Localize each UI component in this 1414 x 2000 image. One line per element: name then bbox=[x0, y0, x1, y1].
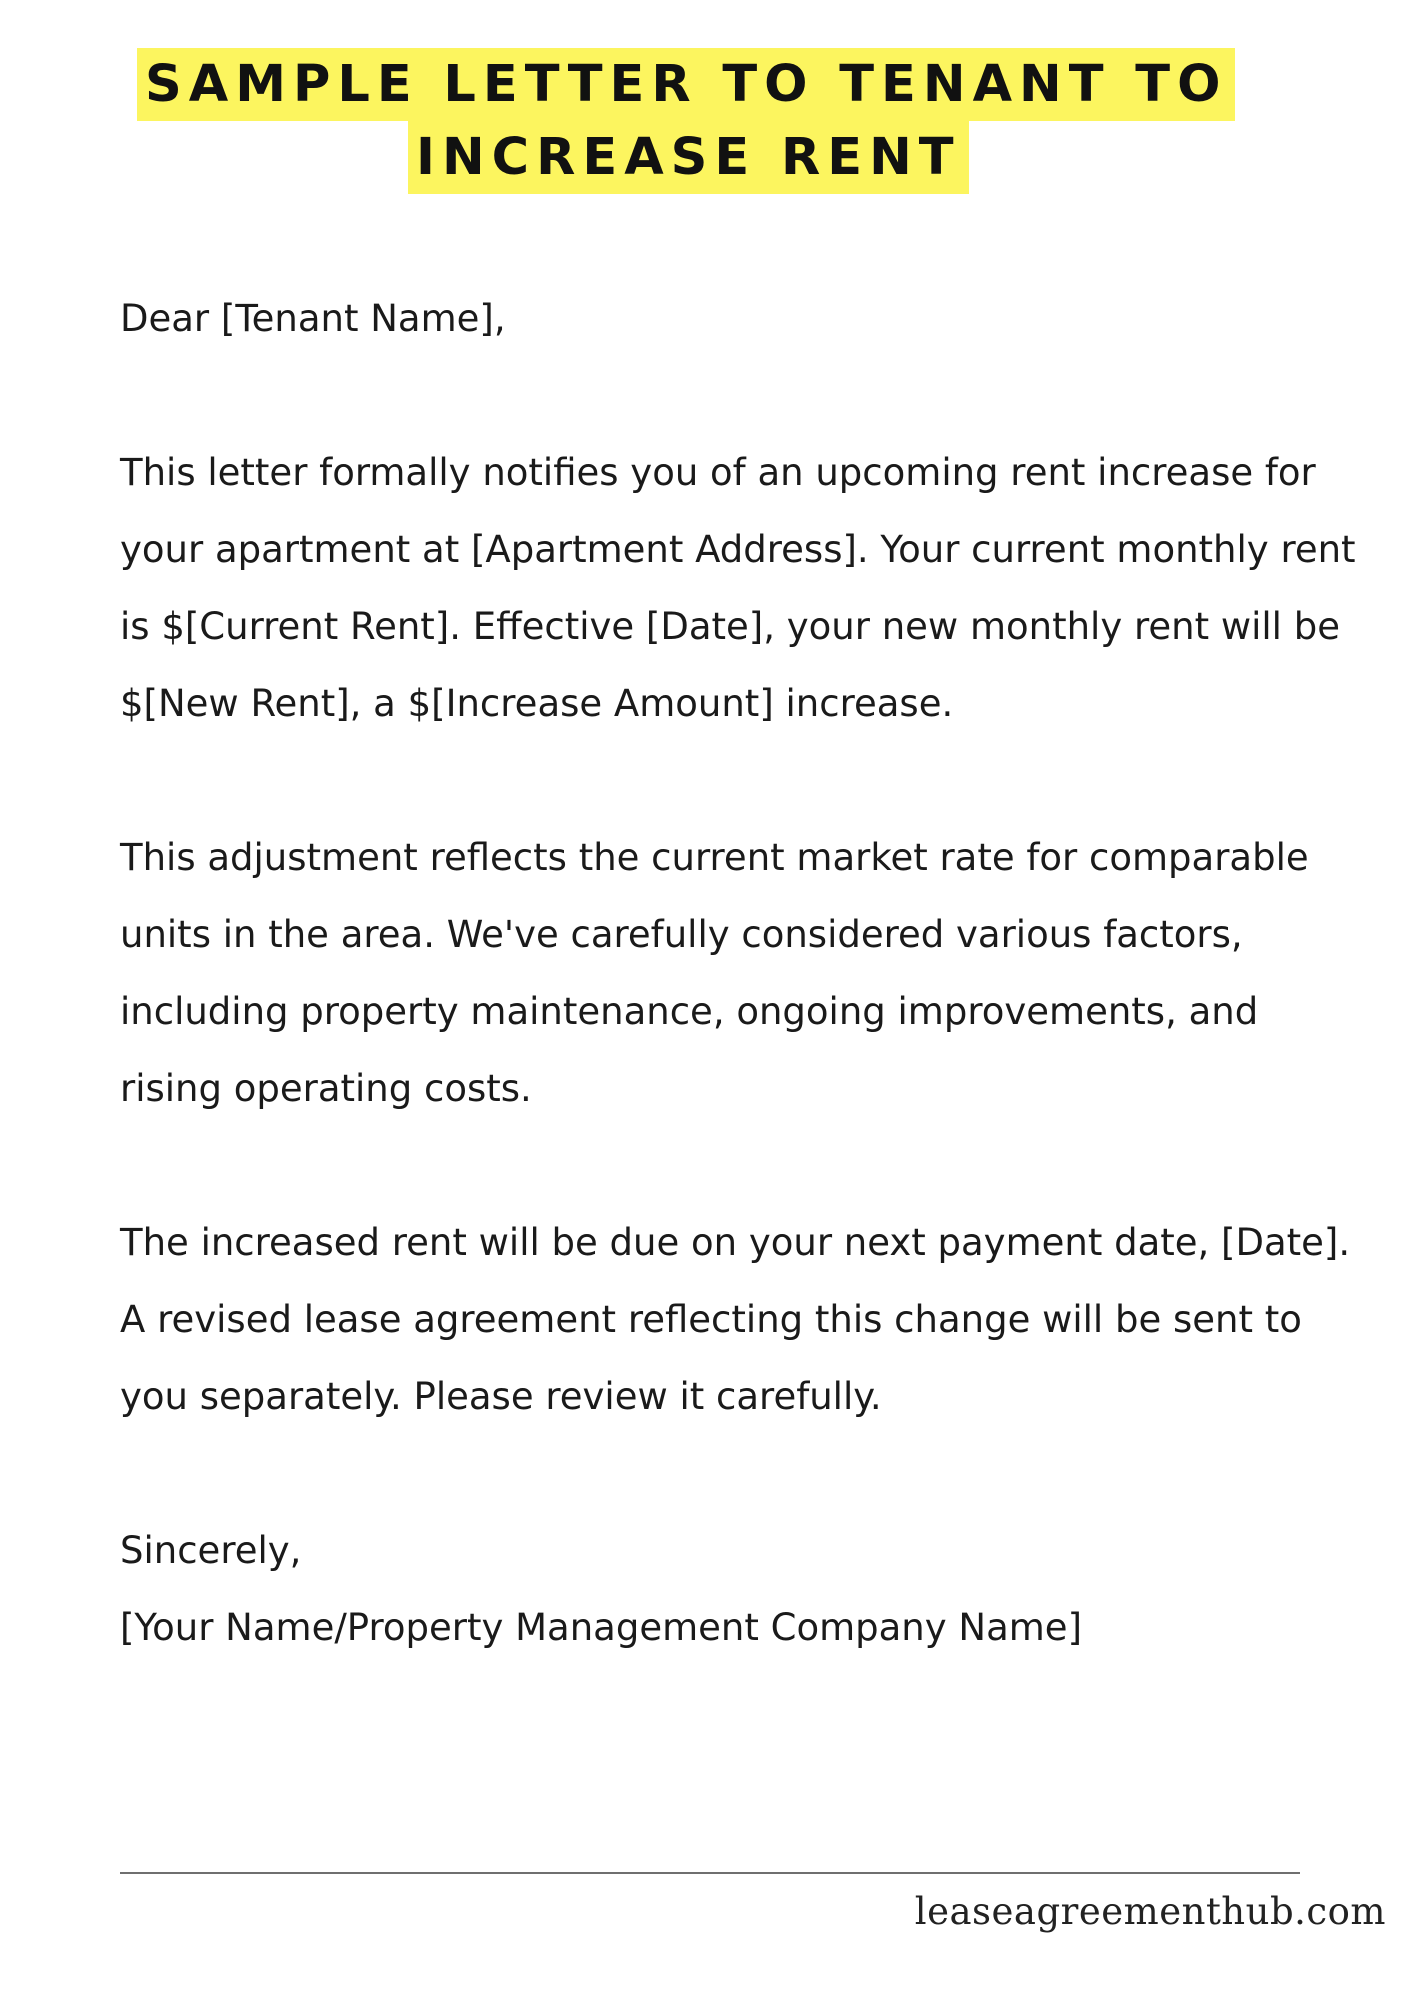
footer-divider bbox=[120, 1872, 1300, 1874]
paragraph-rent-notice: This letter formally notifies you of an upcoming rent increase for your apartment at [Apartment Address]. Your current monthly rent is $[Current Rent]. Effective [Date], your new monthly rent will be $[New Rent], a $[Increase Amount] increase. bbox=[120, 451, 1356, 725]
page-title bbox=[0, 48, 1414, 194]
title-line-1: SAMPLE LETTER TO TENANT TO bbox=[137, 48, 1235, 121]
website-link[interactable]: leaseagreementhub.com bbox=[914, 1890, 1386, 1933]
title-line-2: INCREASE RENT bbox=[408, 121, 969, 194]
letter-body bbox=[120, 280, 1360, 1666]
signature: [Your Name/Property Management Company Name] bbox=[120, 1606, 1082, 1649]
paragraph-adjustment-reason: This adjustment reflects the current market rate for comparable units in the area. We've carefully considered various factors, including property maintenance, ongoing improvements, and rising operating costs. bbox=[120, 836, 1309, 1110]
greeting: Dear [Tenant Name], bbox=[120, 297, 506, 340]
closing: Sincerely, bbox=[120, 1529, 302, 1572]
paragraph-payment-details: The increased rent will be due on your next payment date, [Date]. A revised lease agreement reflecting this change will be sent to you separately. Please review it carefully. bbox=[120, 1221, 1351, 1418]
